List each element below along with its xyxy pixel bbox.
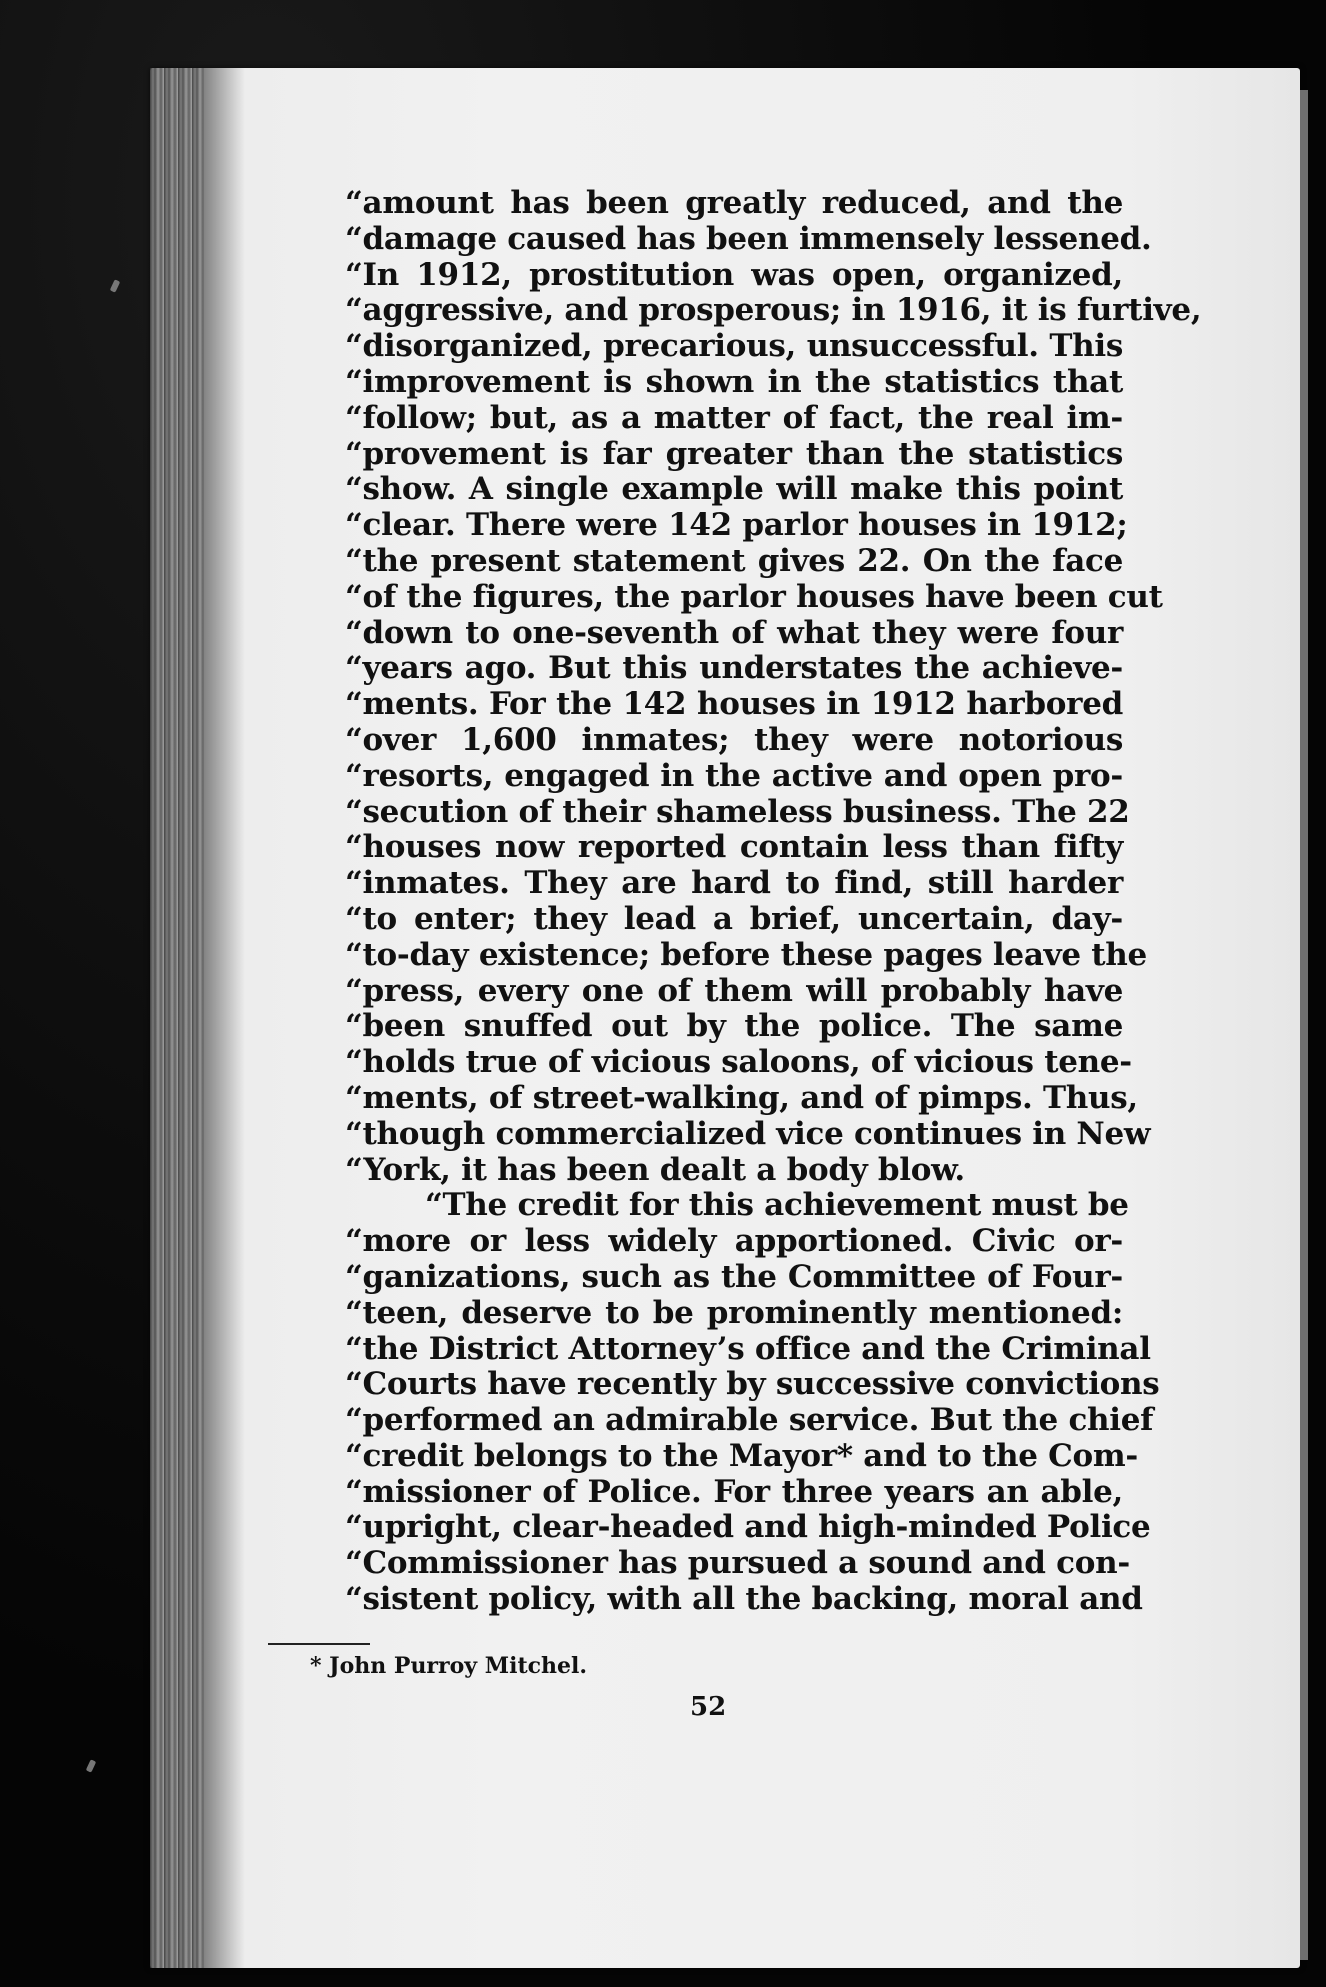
text-line: “York, it has been dealt a body blow. [345,1151,965,1188]
text-line: “over 1,600 inmates; they were notorious [345,721,1123,758]
text-line: “In 1912, prostitution was open, organized, [345,256,1123,293]
text-line: “improvement is shown in the statistics that [345,363,1123,400]
text-line: “more or less widely apportioned. Civic or- [345,1223,1123,1260]
text-line: “press, every one of them will probably have [345,972,1123,1009]
text-line: “teen, deserve to be prominently mentioned: [345,1294,1123,1331]
footnote-divider [268,1643,370,1645]
text-line: “amount has been greatly reduced, and the [345,185,1123,221]
text-line: “the District Attorney’s office and the Criminal [345,1330,1151,1367]
footnote: * John Purroy Mitchel. [310,1653,588,1679]
text-line: “aggressive, and prosperous; in 1916, it is furtive, [345,292,1202,329]
page-binding-edge [150,68,205,1968]
text-line: “follow; but, as a matter of fact, the real im- [345,399,1123,436]
body-text [345,185,1202,1618]
text-line: “disorganized, precarious, unsuccessful. This [345,328,1123,365]
text-line: “though commercialized vice continues in New [345,1115,1151,1152]
text-line: “clear. There were 142 parlor houses in 1912; [345,507,1128,544]
text-line: “sistent policy, with all the backing, moral and [345,1581,1143,1618]
text-line: “credit belongs to the Mayor* and to the Com- [345,1437,1139,1474]
text-line: “secution of their shameless business. The 22 [345,793,1130,830]
text-line: “The credit for this achievement must be [425,1187,1129,1224]
text-line: “Commissioner has pursued a sound and con- [345,1545,1130,1582]
text-line: “holds true of vicious saloons, of vicious tene- [345,1044,1132,1081]
text-line: “performed an admirable service. But the chief [345,1402,1154,1439]
text-line: “been snuffed out by the police. The same [345,1008,1123,1045]
text-line: “provement is far greater than the statistics [345,435,1123,472]
text-line: “show. A single example will make this point [345,471,1123,508]
text-line: “missioner of Police. For three years an able, [345,1473,1123,1510]
text-line: “to enter; they lead a brief, uncertain, day- [345,900,1123,937]
text-line: “ganizations, such as the Committee of Four- [345,1258,1123,1295]
text-line: “houses now reported contain less than fifty [345,829,1123,866]
text-line: “resorts, engaged in the active and open pro- [345,757,1123,794]
text-line: “ments. For the 142 houses in 1912 harbored [345,686,1123,723]
text-line: “of the figures, the parlor houses have been cut [345,578,1163,615]
text-line: “to-day existence; before these pages leave the [345,936,1147,973]
page-right-edge [1300,90,1308,1960]
text-line: “years ago. But this understates the achieve- [345,650,1123,687]
text-line: “upright, clear-headed and high-minded Police [345,1509,1151,1546]
text-line: “inmates. They are hard to find, still harder [345,865,1123,902]
text-line: “damage caused has been immensely lessened. [345,220,1152,257]
text-line: “ments, of street-walking, and of pimps. Thus, [345,1079,1138,1116]
text-line: “Courts have recently by successive convictions [345,1366,1160,1403]
text-line: “down to one-seventh of what they were four [345,614,1123,651]
page-number: 52 [690,1692,727,1722]
text-line: “the present statement gives 22. On the face [345,542,1123,579]
binding-shadow [205,68,245,1968]
